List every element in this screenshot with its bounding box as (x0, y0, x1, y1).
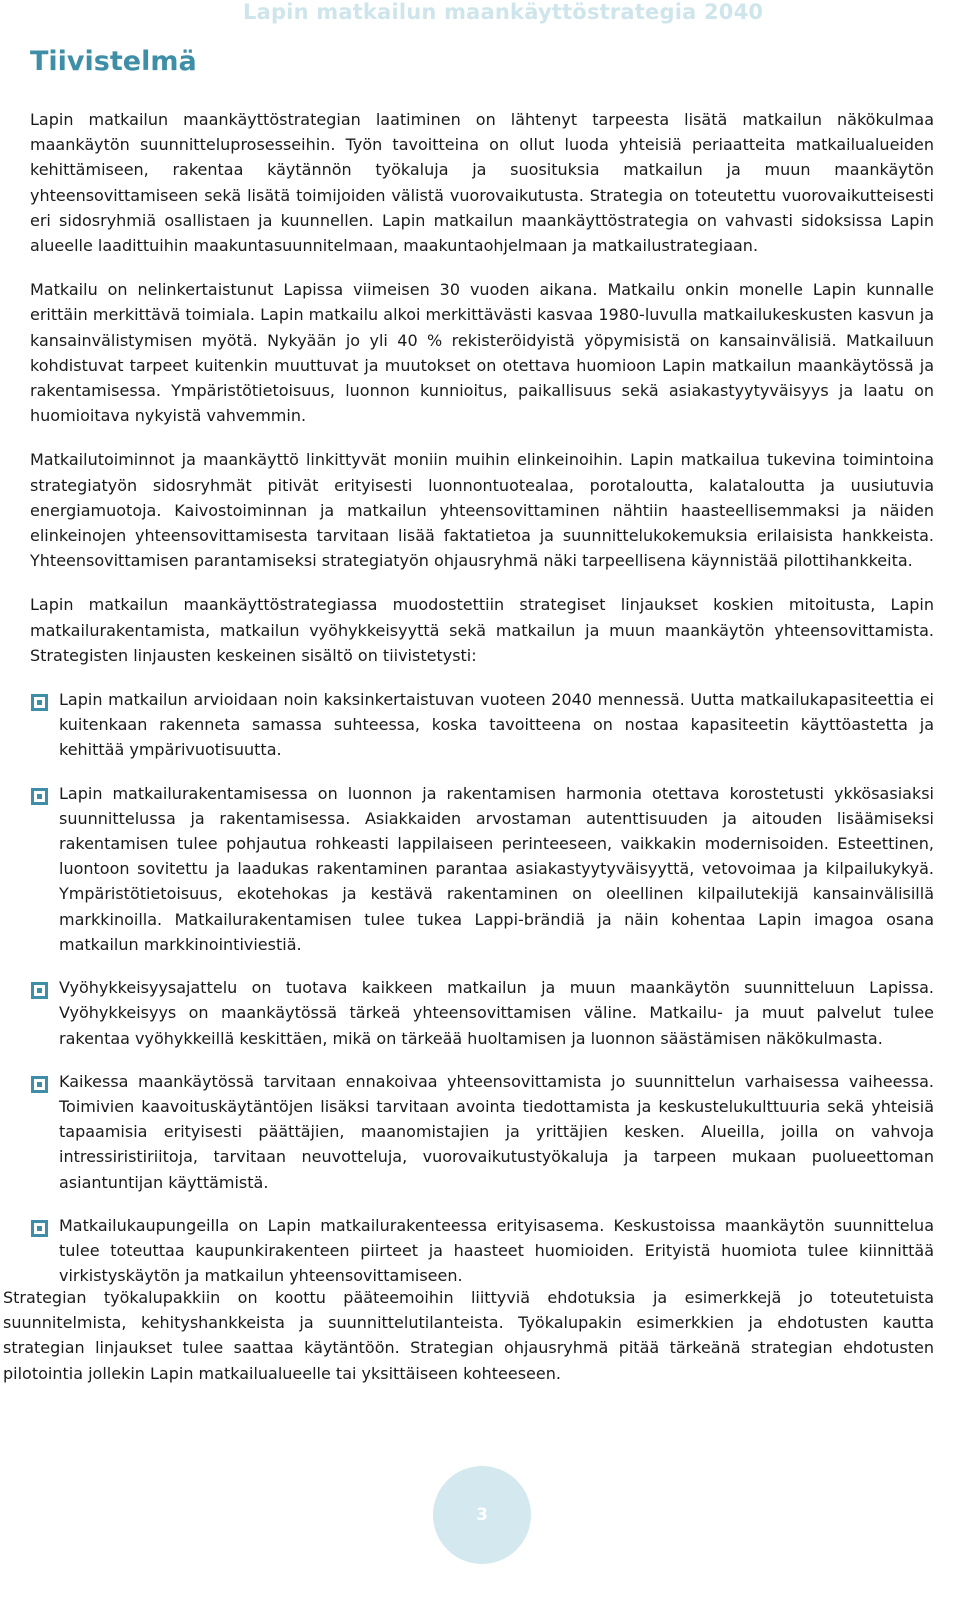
section-title: Tiivistelmä (30, 46, 197, 77)
paragraph-guidelines: Lapin matkailun maankäyttöstrategiassa muodostettiin strategiset linjaukset koskien mitoitusta, Lapin matkailurakentamista, matkailun vyöhykkeisyyttä sekä matkailun ja muun maankäytön yhteensovittamista. Strategisten linjausten keskeinen sisältö on tiivistetysti: (30, 595, 934, 665)
square-bullet-icon (31, 694, 48, 711)
paragraph-industries: Matkailutoiminnot ja maankäyttö linkittyvät moniin muihin elinkeinoihin. Lapin matkailua tukevina toimintoina strategiatyön sidosryhmät pitivät erityisesti luonnontuotealaa, porotaloutta, kalataloutta ja uusiutuvia energiamuotoja. Kaivostoiminnan ja matkailun yhteensovittaminen nähtiin haasteellisemmaksi ja näiden elinkeinojen yhteensovittamisesta tarvitaan lisää faktatietoa ja suunnittelukokemuksia erilaisista hankkeista. Yhteensovittamisen parantamiseksi strategiatyön ohjausryhmä näki tarpeellisena käynnistää pilottihankkeita. (30, 450, 934, 571)
guideline-item (30, 1069, 934, 1195)
guideline-text: Kaikessa maankäytössä tarvitaan ennakoivaa yhteensovittamista jo suunnittelun varhaisessa vaiheessa. Toimivien kaavoituskäytäntöjen lisäksi tarvitaan avointa tiedottamista ja keskustelukulttuuria sekä yhteisiä tapaamisia erityisesti päättäjien, maanomistajien ja yrittäjien kesken. Alueilla, joilla on vahvoja intressiristiriitoja, tarvitaan neuvotteluja, vuorovaikutustyökaluja ja tarpeen mukaan puolueettoman asiantuntijan käyttämistä. (59, 1071, 934, 1192)
guideline-text: Matkailukaupungeilla on Lapin matkailurakenteessa erityisasema. Keskustoissa maankäytön suunnittelua tulee toteuttaa kaupunkirakenteen piirteet ja haasteet huomioiden. Erityistä huomiota tulee kiinnittää virkistyskäytön ja matkailun yhteensovittamiseen. (59, 1215, 934, 1286)
guideline-text: Lapin matkailurakentamisessa on luonnon ja rakentamisen harmonia otettava korostetusti ykkösasiaksi suunnittelussa ja rakentamisessa. Asiakkaiden arvostaman autenttisuuden ja aitouden lisäämiseksi rakentamisen tulee pohjautua rohkeasti lappilaiseen perinteeseen, vaikkakin modernisoiden. Esteettinen, luontoon sovitettu ja laadukas rakentaminen parantaa asiakastyytyväisyyttä, vetovoimaa ja kilpailukykyä. Ympäristötietoisuus, ekotehokas ja kestävä rakentaminen on oleellinen kilpailutekijä kansainvälisillä markkinoilla. Matkailurakentamisen tulee tukea Lappi-brändiä ja näin kohentaa Lapin imagoa osana matkailun markkinointiviestiä. (59, 783, 934, 954)
guideline-list (30, 687, 934, 1288)
guideline-item (30, 687, 934, 763)
square-bullet-icon (31, 1076, 48, 1093)
guideline-item (30, 975, 934, 1051)
guideline-item (30, 781, 934, 957)
page-number: 3 (476, 1505, 488, 1525)
square-bullet-icon (31, 982, 48, 999)
guideline-item (30, 1213, 934, 1289)
running-header: Lapin matkailun maankäyttöstrategia 2040 (243, 0, 764, 24)
paragraph-toolkit: Strategian työkalupakkiin on koottu pääteemoihin liittyviä ehdotuksia ja esimerkkejä jo toteutetuista suunnitelmista, kehityshankkeista ja suunnittelutilanteista. Työkalupakin esimerkkien ja ehdotusten kautta strategian linjaukset tulee saattaa käytäntöön. Strategian ohjausryhmä pitää tärkeänä strategian ehdotusten pilotointia jollekin Lapin matkailualueelle tai yksittäiseen kohteeseen. (3, 1288, 934, 1383)
paragraph-growth: Matkailu on nelinkertaistunut Lapissa viimeisen 30 vuoden aikana. Matkailu onkin monelle Lapin kunnalle erittäin merkittävä toimiala. Lapin matkailu alkoi merkittävästi kasvaa 1980-luvulla matkailukeskusten kasvun ja kansainvälistymisen myötä. Nykyään jo yli 40 % rekisteröidyistä yöpymisistä on kansainvälisiä. Matkailuun kohdistuvat tarpeet kuitenkin muuttuvat ja muutokset on otettava huomioon Lapin matkailun maankäytössä ja rakentamisessa. Ympäristötietoisuus, luonnon kunnioitus, paikallisuus sekä asiakastyytyväisyys ja laatu on huomioitava nykyistä vahvemmin. (30, 280, 934, 426)
guideline-text: Vyöhykkeisyysajattelu on tuotava kaikkeen matkailun ja muun maankäytön suunnitteluun Lapissa. Vyöhykkeisyys on maankäytössä tärkeä yhteensovittamisen väline. Matkailu- ja muut palvelut tulee rakentaa vyöhykkeillä keskittäen, mikä on tärkeää huoltamisen ja luonnon säästämisen näkökulmasta. (59, 978, 934, 1048)
page-number-badge (433, 1466, 531, 1564)
summary-body (30, 107, 934, 1306)
square-bullet-icon (31, 788, 48, 805)
guideline-text: Lapin matkailun arvioidaan noin kaksinkertaistuvan vuoteen 2040 mennessä. Uutta matkailukapasiteettia ei kuitenkaan rakenneta samassa suhteessa, koska tavoitteena on nostaa kapasiteetin käyttöastetta ja kehittää ympärivuotisuutta. (59, 690, 934, 760)
square-bullet-icon (31, 1220, 48, 1237)
paragraph-intro: Lapin matkailun maankäyttöstrategian laatiminen on lähtenyt tarpeesta lisätä matkailun näkökulmaa maankäytön suunnitteluprosesseihin. Työn tavoitteina on ollut luoda yhteisiä periaatteita matkailualueiden kehittämiseen, rakentaa käytännön työkaluja ja suosituksia matkailun ja muun maankäytön yhteensovittamiseen sekä lisätä toimijoiden välistä vuorovaikutusta. Strategia on toteutettu vuorovaikutteisesti eri sidosryhmiä osallistaen ja kuunnellen. Lapin matkailun maankäyttöstrategia on vahvasti sidoksissa Lapin alueelle laadittuihin maakuntasuunnitelmaan, maakuntaohjelmaan ja matkailustrategiaan. (30, 110, 934, 256)
